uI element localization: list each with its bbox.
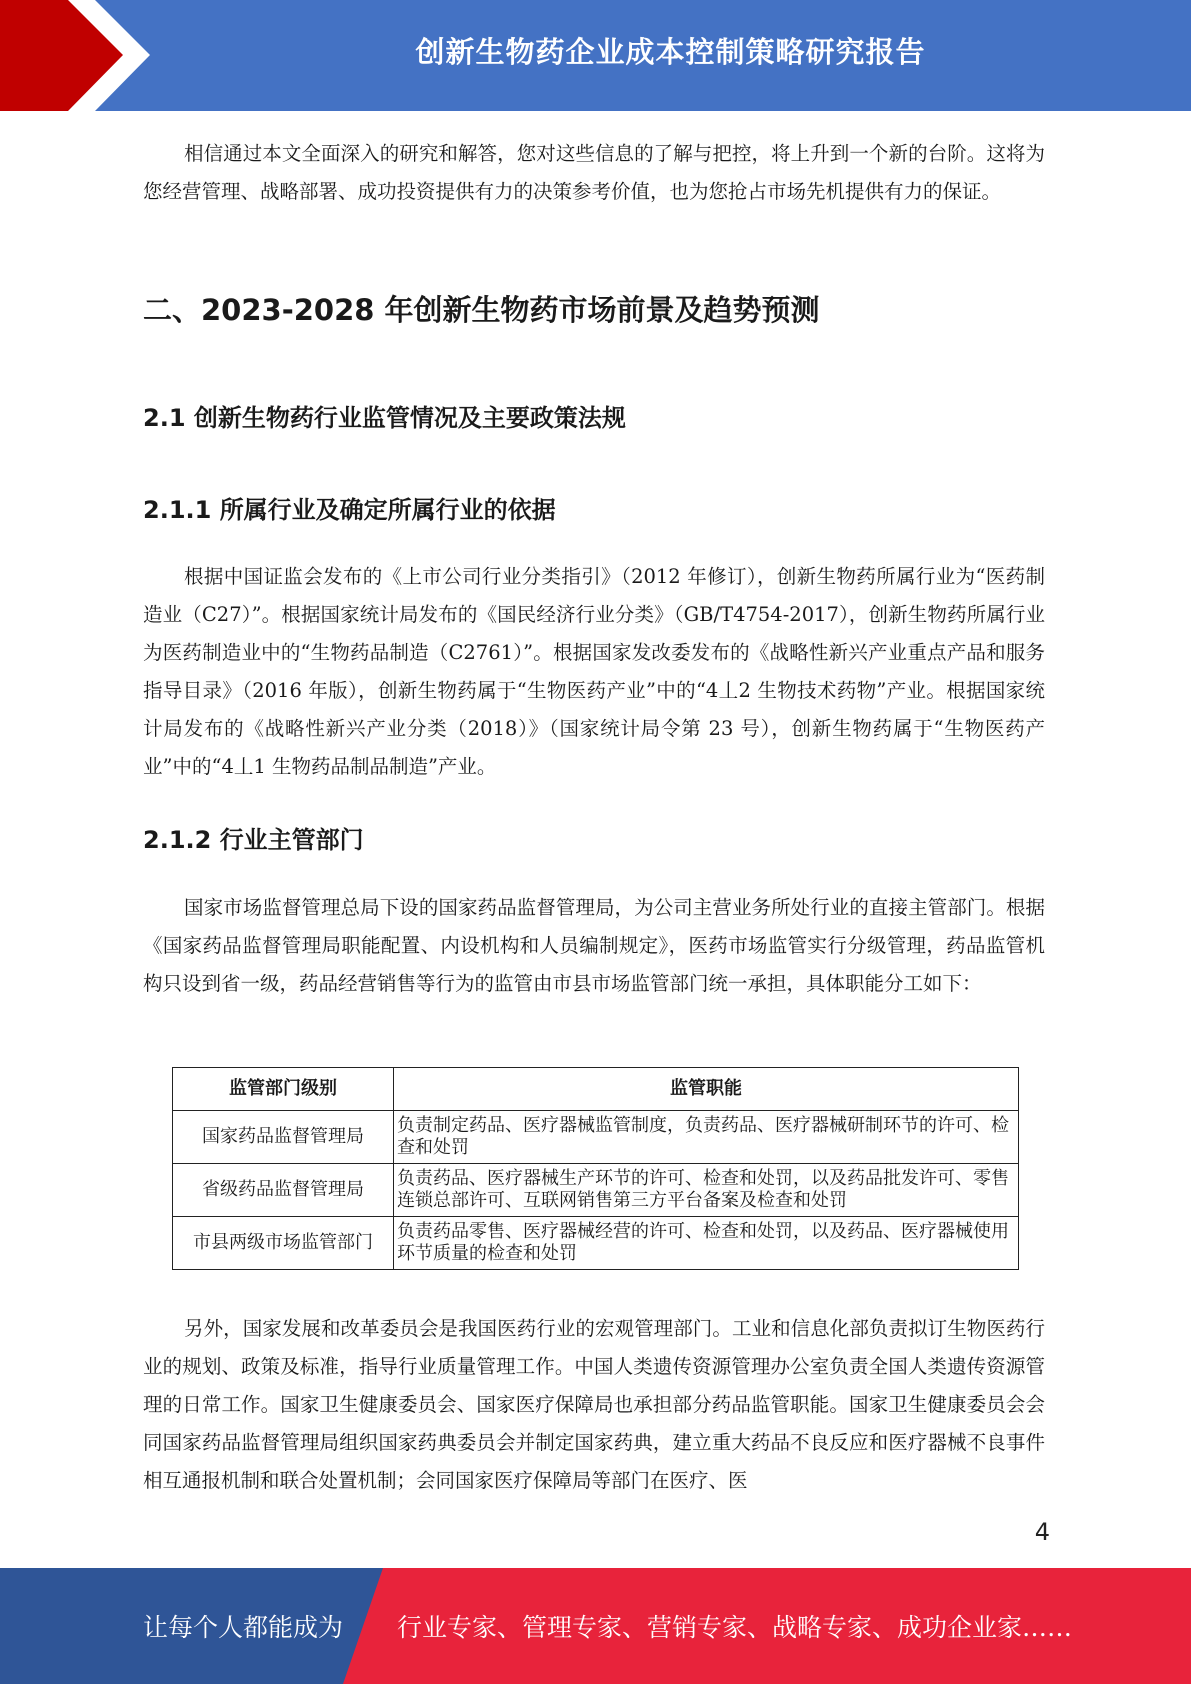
- header-arrow-decoration: [0, 0, 160, 111]
- table-cell-level: 省级药品监督管理局: [173, 1164, 394, 1217]
- report-title: 创新生物药企业成本控制策略研究报告: [415, 34, 926, 69]
- footer-banner: [0, 1568, 1191, 1684]
- table-cell-duty: 负责药品、医疗器械生产环节的许可、检查和处罚，以及药品批发许可、零售连锁总部许可、互联网销售第三方平台备案及检查和处罚: [394, 1164, 1019, 1217]
- table-row: [173, 1217, 1019, 1270]
- sub1-section: [143, 558, 1045, 786]
- sub2-continued: [143, 1310, 1045, 1500]
- sub2-paragraph: 国家市场监督管理总局下设的国家药品监督管理局，为公司主营业务所处行业的直接主管部门。根据《国家药品监督管理局职能配置、内设机构和人员编制规定》，医药市场监管实行分级管理，药品监管机构只设到省一级，药品经营销售等行为的监管由市县市场监管部门统一承担，具体职能分工如下：: [143, 896, 1045, 995]
- table-cell-level: 国家药品监督管理局: [173, 1111, 394, 1164]
- sub1-paragraph: 根据中国证监会发布的《上市公司行业分类指引》（2012 年修订），创新生物药所属行业为“医药制造业（C27）”。根据国家统计局发布的《国民经济行业分类》（GB/T4754-2017），创新生物药所属行业为医药制造业中的“生物药品制造（C2761）”。根据国家发改委发布的《战略性新兴产业重点产品和服务指导目录》（2016 年版），创新生物药属于“生物医药产业”中的“4丄2 生物技术药物”产业。根据国家统计局发布的《战略性新兴产业分类（2018）》（国家统计局令第 23 号），创新生物药属于“生物医药产业”中的“4丄1 生物药品制品制造”产业。: [143, 565, 1045, 778]
- subsection-title: 2.1 创新生物药行业监管情况及主要政策法规: [143, 404, 626, 432]
- intro-paragraph: 相信通过本文全面深入的研究和解答，您对这些信息的了解与把控，将上升到一个新的台阶。这将为您经营管理、战略部署、成功投资提供有力的决策参考价值，也为您抢占市场先机提供有力的保证。: [143, 142, 1045, 203]
- table-cell-duty: 负责药品零售、医疗器械经营的许可、检查和处罚，以及药品、医疗器械使用环节质量的检查和处罚: [394, 1217, 1019, 1270]
- footer-slogan-right: 行业专家、管理专家、营销专家、战略专家、成功企业家……: [397, 1613, 1073, 1642]
- header-banner: [0, 0, 1191, 111]
- sub1-title: 2.1.1 所属行业及确定所属行业的依据: [143, 496, 556, 524]
- table-cell-level: 市县两级市场监管部门: [173, 1217, 394, 1270]
- table-header-row: [173, 1068, 1019, 1111]
- table-header-duty: 监管职能: [394, 1068, 1019, 1111]
- sub2-title: 2.1.2 行业主管部门: [143, 826, 364, 854]
- table-row: [173, 1111, 1019, 1164]
- page-number: 4: [1034, 1518, 1050, 1546]
- sub2-paragraph-2: 另外，国家发展和改革委员会是我国医药行业的宏观管理部门。工业和信息化部负责拟订生物医药行业的规划、政策及标准，指导行业质量管理工作。中国人类遗传资源管理办公室负责全国人类遗传资源管理的日常工作。国家卫生健康委员会、国家医疗保障局也承担部分药品监管职能。国家卫生健康委员会会同国家药品监督管理局组织国家药典委员会并制定国家药典，建立重大药品不良反应和医疗器械不良事件相互通报机制和联合处置机制；会同国家医疗保障局等部门在医疗、医: [143, 1317, 1045, 1492]
- footer-slogan-left: 让每个人都能成为: [143, 1613, 344, 1642]
- table-header-level: 监管部门级别: [173, 1068, 394, 1111]
- regulatory-table: [172, 1067, 1019, 1270]
- table-cell-duty: 负责制定药品、医疗器械监管制度，负责药品、医疗器械研制环节的许可、检查和处罚: [394, 1111, 1019, 1164]
- sub2-section: [143, 889, 1045, 1003]
- section-title: 二、2023-2028 年创新生物药市场前景及趋势预测: [143, 293, 820, 327]
- table-row: [173, 1164, 1019, 1217]
- intro-section: [143, 135, 1045, 211]
